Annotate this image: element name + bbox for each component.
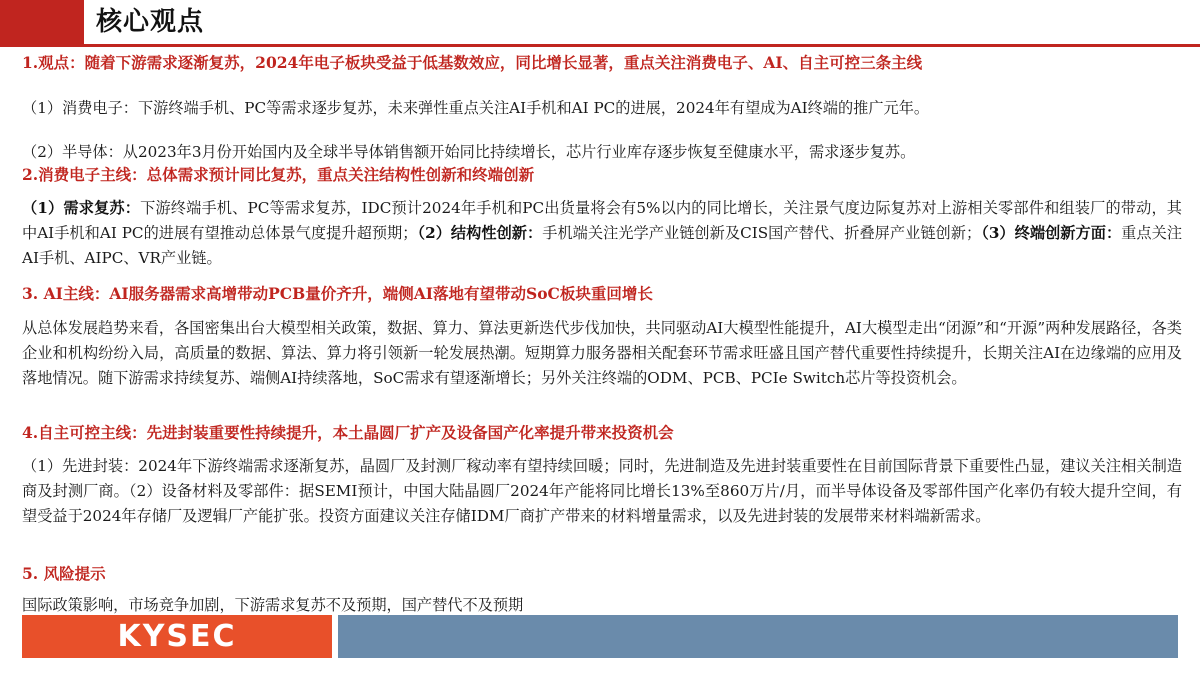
section-3-heading: 3. AI主线：AI服务器需求高增带动PCB量价齐升，端侧AI落地有望带动SoC板块重回增长 bbox=[22, 284, 653, 303]
section-1-heading: 1.观点：随着下游需求逐渐复苏，2024年电子板块受益于低基数效应，同比增长显著，重点关注消费电子、AI、自主可控三条主线 bbox=[22, 53, 923, 72]
page-title: 核心观点 bbox=[96, 7, 205, 37]
demand-recovery-text: 下游终端手机、PC等需求复苏，IDC预计2024年手机和PC出货量将会有5%以内的同比增长，关注景气度边际复苏对上游相关零部件和组装厂的带动，其中AI手机和AI PC的进展有望推动总体景气度提升超预期； bbox=[22, 199, 1182, 242]
footer-blue-bar bbox=[338, 615, 1178, 658]
section-1-paragraph-1: （1）消费电子：下游终端手机、PC等需求逐步复苏，未来弹性重点关注AI手机和AI PC的进展，2024年有望成为AI终端的推广元年。 bbox=[22, 99, 930, 117]
title-accent-block bbox=[0, 0, 84, 44]
title-divider bbox=[0, 44, 1200, 47]
title-bar bbox=[0, 0, 1200, 44]
terminal-innovation-text: 重点关注AI手机、AIPC、VR产业链。 bbox=[22, 224, 1183, 267]
terminal-innovation-label: （3）终端创新方面： bbox=[981, 224, 1122, 242]
logo-text: KYSEC bbox=[117, 619, 237, 654]
kysec-logo bbox=[22, 615, 332, 658]
section-1-paragraph-2: （2）半导体：从2023年3月份开始国内及全球半导体销售额开始同比持续增长，芯片行业库存逐步恢复至健康水平，需求逐步复苏。 bbox=[22, 143, 916, 161]
demand-recovery-label: （1）需求复苏： bbox=[22, 199, 141, 217]
section-4-heading: 4.自主可控主线：先进封装重要性持续提升，本土晶圆厂扩产及设备国产化率提升带来投资机会 bbox=[22, 423, 674, 442]
section-2-paragraph bbox=[22, 196, 1182, 271]
section-5-paragraph: 国际政策影响，市场竞争加剧，下游需求复苏不及预期，国产替代不及预期 bbox=[22, 596, 524, 614]
section-4-paragraph: （1）先进封装：2024年下游终端需求逐渐复苏，晶圆厂及封测厂稼动率有望持续回暖；同时，先进制造及先进封装重要性在目前国际背景下重要性凸显，建议关注相关制造商及封测厂商。（2）设备材料及零部件：据SEMI预计，中国大陆晶圆厂2024年产能将同比增长13%至860万片/月，而半导体设备及零部件国产化率仍有较大提升空间，有望受益于2024年存储厂及逻辑厂产能扩张。投资方面建议关注存储IDM厂商扩产带来的材料增量需求，以及先进封装的发展带来材料端新需求。 bbox=[22, 457, 1182, 525]
structural-innovation-label: （2）结构性创新： bbox=[417, 224, 543, 242]
section-2-heading: 2.消费电子主线：总体需求预计同比复苏，重点关注结构性创新和终端创新 bbox=[22, 165, 535, 184]
section-3-paragraph: 从总体发展趋势来看，各国密集出台大模型相关政策，数据、算力、算法更新迭代步伐加快，共同驱动AI大模型性能提升，AI大模型走出“闭源”和“开源”两种发展路径，各类企业和机构纷纷入局，高质量的数据、算法、算力将引领新一轮发展热潮。短期算力服务器相关配套环节需求旺盛且国产替代重要性持续提升，长期关注AI在边缘端的应用及落地情况。随下游需求持续复苏、端侧AI持续落地，SoC需求有望逐渐增长；另外关注终端的ODM、PCB、PCIe Switch芯片等投资机会。 bbox=[22, 319, 1182, 387]
section-5-heading: 5. 风险提示 bbox=[22, 564, 106, 583]
structural-innovation-text: 手机端关注光学产业链创新及CIS国产替代、折叠屏产业链创新； bbox=[542, 224, 982, 242]
